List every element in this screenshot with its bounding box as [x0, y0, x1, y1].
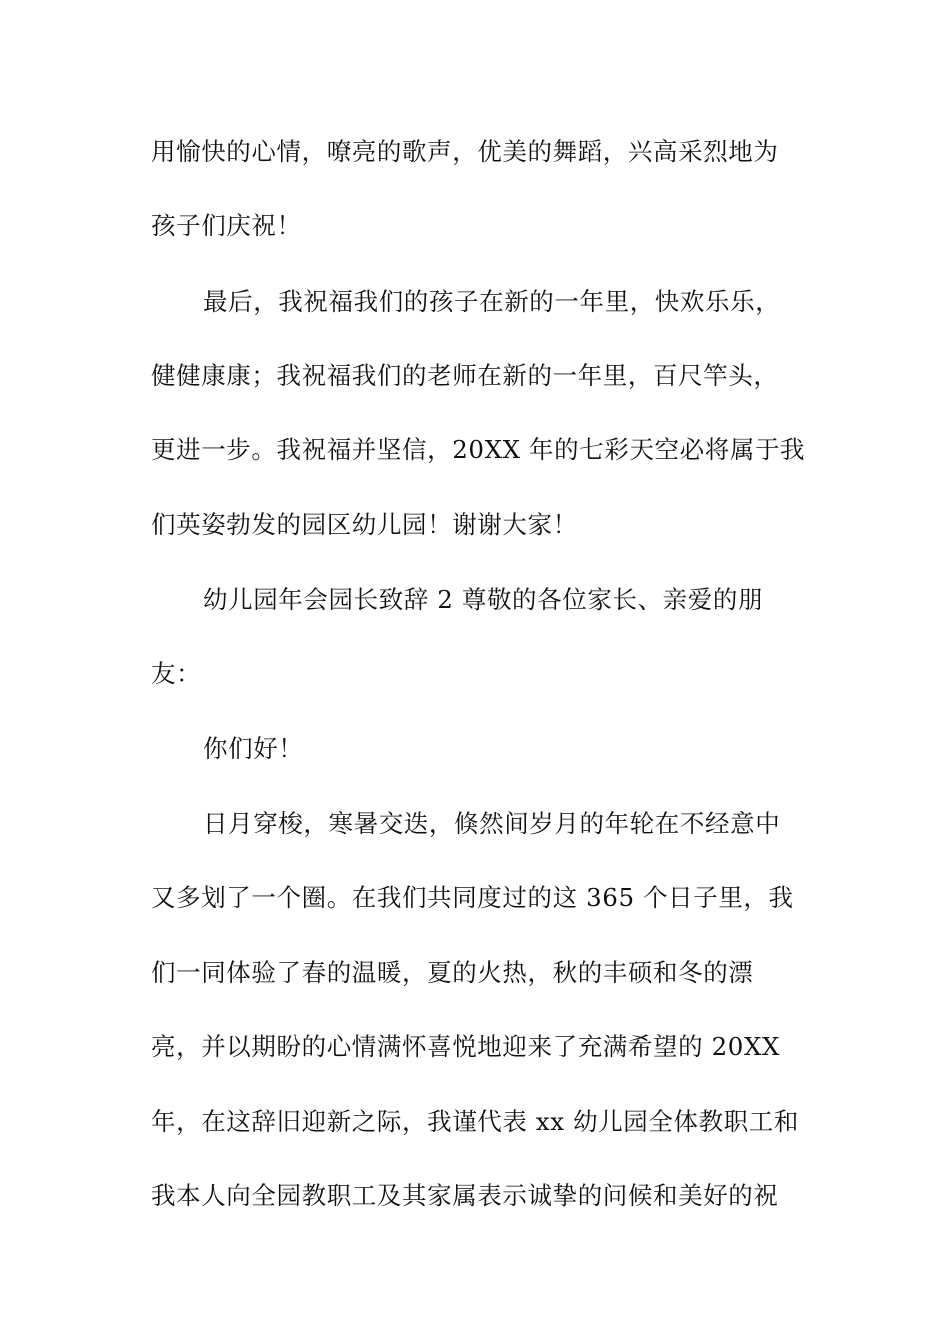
text-line: 们英姿勃发的园区幼儿园！谢谢大家！	[151, 510, 578, 539]
text-line: 孩子们庆祝！	[151, 211, 302, 240]
text-line: 又多划了一个圈。在我们共同度过的这 365 个日子里，我	[151, 883, 794, 912]
paragraph-start-line: 日月穿梭，寒暑交迭，倏然间岁月的年轮在不经意中	[203, 809, 781, 838]
text-line: 年，在这辞旧迎新之际，我谨代表 xx 幼儿园全体教职工和	[151, 1107, 800, 1136]
text-line: 用愉快的心情，嘹亮的歌声，优美的舞蹈，兴高采烈地为	[151, 137, 779, 166]
paragraph-start-line: 最后，我祝福我们的孩子在新的一年里，快欢乐乐，	[203, 287, 781, 316]
text-line: 我本人向全园教职工及其家属表示诚挚的问候和美好的祝	[151, 1181, 779, 1210]
text-line: 健健康康；我祝福我们的老师在新的一年里，百尺竿头，	[151, 361, 779, 390]
paragraph-start-line: 你们好！	[203, 734, 304, 763]
text-line: 们一同体验了春的温暖，夏的火热，秋的丰硕和冬的漂	[151, 958, 754, 987]
text-line: 更进一步。我祝福并坚信，20XX 年的七彩天空必将属于我	[151, 435, 806, 464]
paragraph-start-line: 幼儿园年会园长致辞 2 尊敬的各位家长、亲爱的朋	[203, 585, 764, 614]
text-line: 亮，并以期盼的心情满怀喜悦地迎来了充满希望的 20XX	[151, 1032, 781, 1061]
text-line: 友：	[151, 659, 202, 688]
